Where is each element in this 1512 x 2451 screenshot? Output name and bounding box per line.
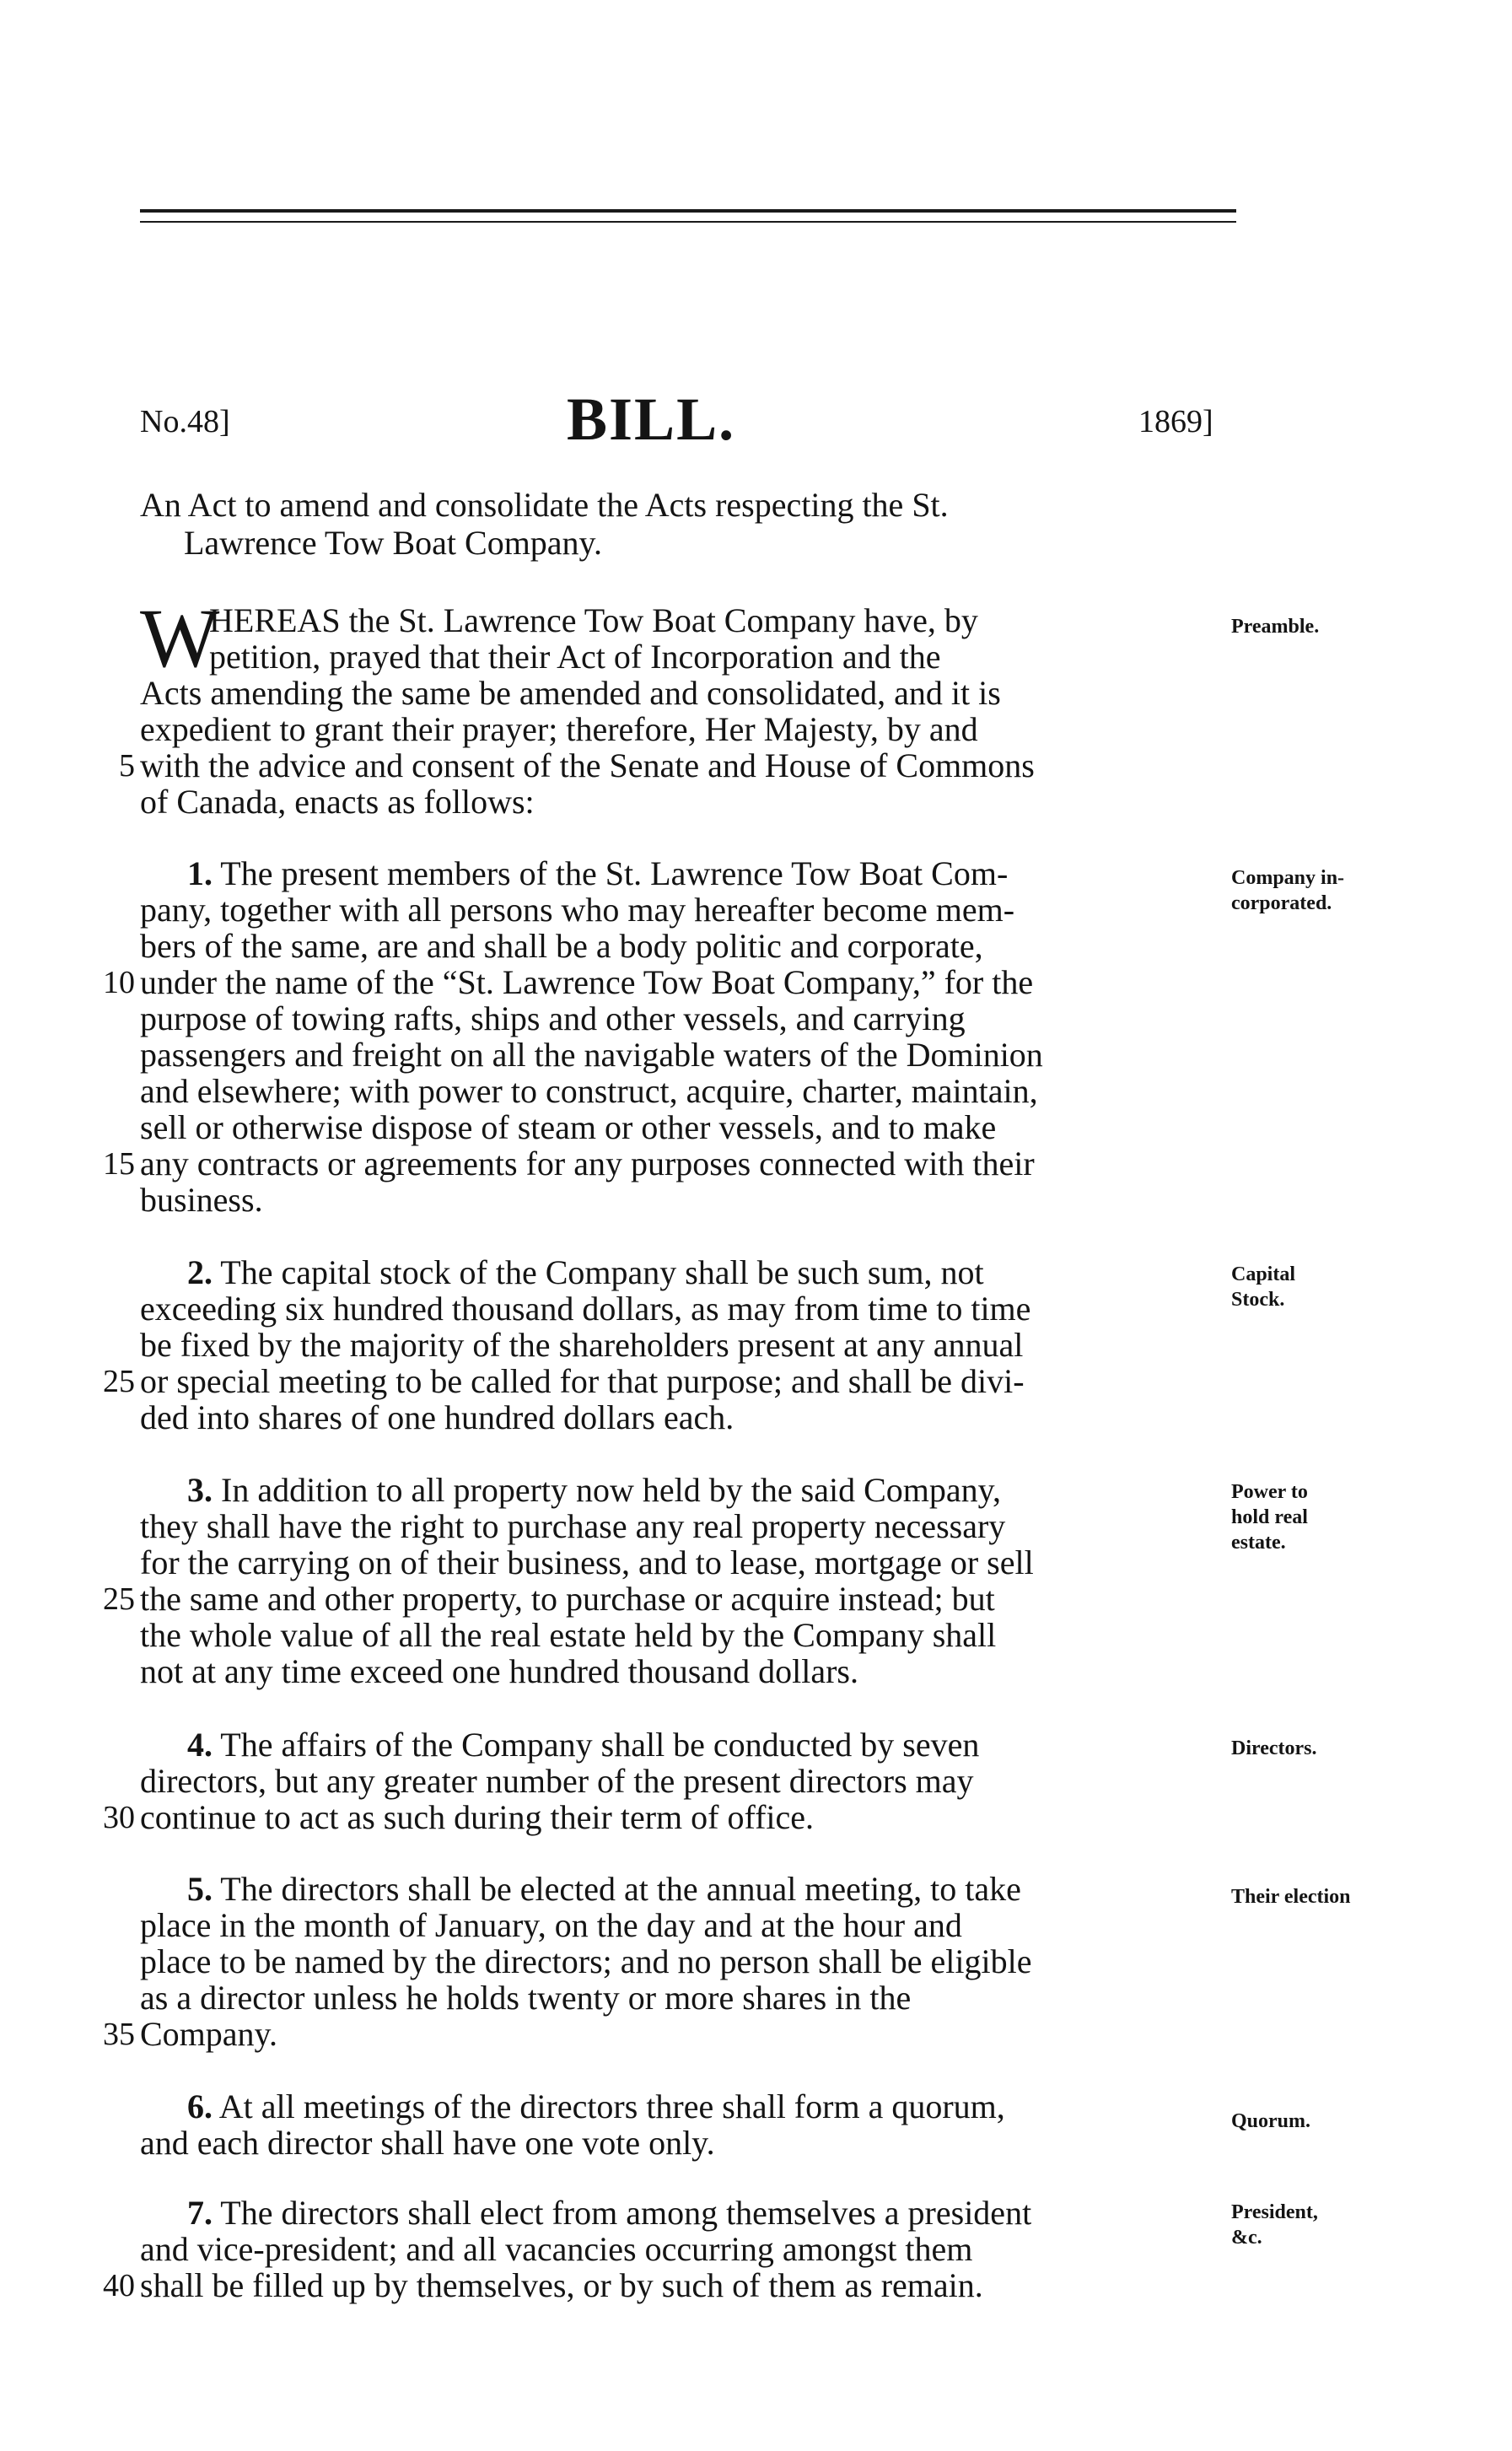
- section-1-line: pany, together with all persons who may hereafter become mem-: [140, 891, 1015, 929]
- line-number: 40: [103, 2268, 135, 2303]
- section-6-line: 6. At all meetings of the directors three shall form a quorum,: [187, 2087, 1005, 2125]
- section-2-line: exceeding six hundred thousand dollars, as may from time to time: [140, 1290, 1031, 1328]
- section-7-line: and vice-president; and all vacancies occurring amongst them: [140, 2230, 973, 2268]
- section-4-line: directors, but any greater number of the present directors may: [140, 1762, 974, 1800]
- preamble-line: of Canada, enacts as follows:: [140, 783, 535, 821]
- preamble-line: with the advice and consent of the Senate and House of Commons: [140, 746, 1035, 784]
- bill-year: 1869]: [1138, 404, 1213, 439]
- section-6-line: and each director shall have one vote only.: [140, 2124, 715, 2162]
- line-number: 25: [103, 1364, 135, 1399]
- bill-title-line: Lawrence Tow Boat Company.: [184, 524, 602, 562]
- section-5-line: place in the month of January, on the day and at the hour and: [140, 1906, 962, 1944]
- top-rule-thick: [140, 209, 1236, 213]
- preamble-line: Acts amending the same be amended and consolidated, and it is: [140, 674, 1001, 712]
- section-4-line: continue to act as such during their term of office.: [140, 1798, 815, 1836]
- line-number: 35: [103, 2017, 135, 2052]
- line-number: 5: [119, 748, 135, 784]
- bill-number: No.48]: [140, 404, 230, 439]
- sidenote-capital-stock: Capital Stock.: [1231, 1263, 1296, 1311]
- section-7-line: 7. The directors shall elect from among themselves a president: [187, 2194, 1032, 2232]
- line-number: 30: [103, 1800, 135, 1835]
- sidenote-quorum: Quorum.: [1231, 2110, 1311, 2132]
- section-1-line: business.: [140, 1181, 263, 1219]
- section-number: 1.: [187, 854, 213, 892]
- section-1-line: any contracts or agreements for any purposes connected with their: [140, 1145, 1035, 1182]
- section-5-line: as a director unless he holds twenty or more shares in the: [140, 1979, 912, 2017]
- section-1-line: sell or otherwise dispose of steam or other vessels, and to make: [140, 1108, 997, 1146]
- section-3-line: they shall have the right to purchase any real property necessary: [140, 1507, 1006, 1545]
- top-rule-thin: [140, 221, 1236, 223]
- section-5-line: place to be named by the directors; and no person shall be eligible: [140, 1942, 1032, 1980]
- sidenote-power-to-hold-real-estate: Power to hold real estate.: [1231, 1481, 1308, 1554]
- section-number: 5.: [187, 1870, 213, 1908]
- page-title: BILL.: [567, 385, 736, 453]
- section-2-line: ded into shares of one hundred dollars each.: [140, 1398, 734, 1436]
- bill-title-line: An Act to amend and consolidate the Acts respecting the St.: [140, 486, 949, 524]
- section-number: 3.: [187, 1471, 213, 1509]
- section-4-line: 4. The affairs of the Company shall be conducted by seven: [187, 1726, 980, 1764]
- preamble-line: HEREAS the St. Lawrence Tow Boat Company have, by: [209, 601, 978, 639]
- section-2-line: 2. The capital stock of the Company shall be such sum, not: [187, 1253, 984, 1291]
- section-3-line: 3. In addition to all property now held by the said Company,: [187, 1471, 1002, 1509]
- section-number: 6.: [187, 2087, 213, 2125]
- section-1-line: and elsewhere; with power to construct, acquire, charter, maintain,: [140, 1072, 1038, 1110]
- preamble-line: petition, prayed that their Act of Incorporation and the: [209, 638, 941, 676]
- section-3-line: for the carrying on of their business, and to lease, mortgage or sell: [140, 1543, 1034, 1581]
- section-1-line: 1. The present members of the St. Lawrence Tow Boat Com-: [187, 854, 1009, 892]
- section-3-line: the whole value of all the real estate held by the Company shall: [140, 1616, 997, 1654]
- section-1-line: bers of the same, are and shall be a body politic and corporate,: [140, 927, 983, 965]
- section-2-line: be fixed by the majority of the shareholders present at any annual: [140, 1326, 1024, 1364]
- section-1-line: purpose of towing rafts, ships and other vessels, and carrying: [140, 999, 966, 1037]
- section-1-line: passengers and freight on all the navigable waters of the Dominion: [140, 1036, 1043, 1074]
- sidenote-company-incorporated: Company in- corporated.: [1231, 867, 1345, 914]
- section-5-line: Company.: [140, 2015, 277, 2053]
- section-number: 2.: [187, 1253, 213, 1291]
- section-1-line: under the name of the “St. Lawrence Tow Boat Company,” for the: [140, 963, 1034, 1001]
- section-7-line: shall be filled up by themselves, or by such of them as remain.: [140, 2266, 983, 2304]
- section-3-line: not at any time exceed one hundred thousand dollars.: [140, 1652, 858, 1690]
- section-number: 7.: [187, 2194, 213, 2232]
- sidenote-preamble: Preamble.: [1231, 616, 1320, 638]
- sidenote-directors: Directors.: [1231, 1737, 1317, 1759]
- section-2-line: or special meeting to be called for that purpose; and shall be divi-: [140, 1362, 1025, 1400]
- line-number: 15: [103, 1146, 135, 1182]
- sidenote-president: President, &c.: [1231, 2201, 1318, 2249]
- sidenote-their-election: Their election: [1231, 1886, 1351, 1908]
- line-number: 25: [103, 1581, 135, 1617]
- section-5-line: 5. The directors shall be elected at the annual meeting, to take: [187, 1870, 1021, 1908]
- preamble-dropcap: W: [140, 591, 220, 685]
- section-3-line: the same and other property, to purchase or acquire instead; but: [140, 1580, 995, 1618]
- line-number: 10: [103, 965, 135, 1000]
- section-number: 4.: [187, 1726, 213, 1764]
- preamble-line: expedient to grant their prayer; therefore, Her Majesty, by and: [140, 710, 978, 748]
